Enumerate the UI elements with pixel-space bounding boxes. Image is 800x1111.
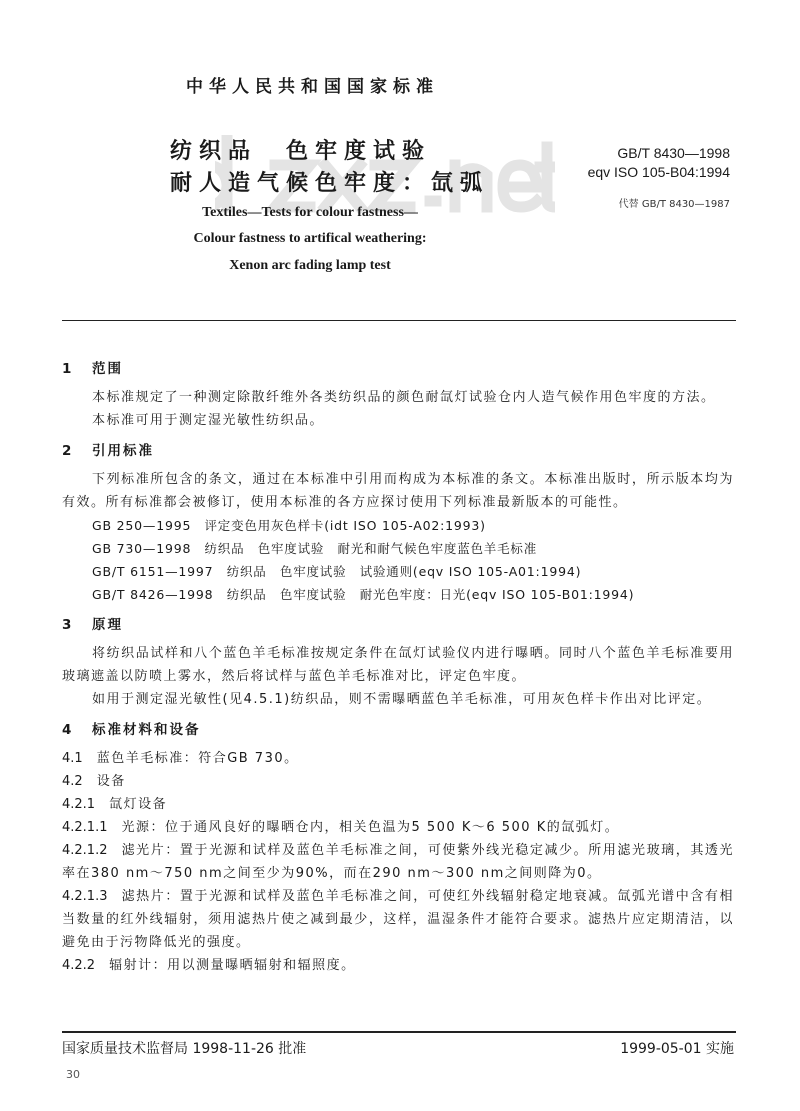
english-title-1: Textiles—Tests for colour fastness— <box>202 205 418 220</box>
reference-item: GB 730—1998 纺织品 色牢度试验 耐光和耐气候色牢度蓝色羊毛标准 <box>92 541 538 556</box>
reference-item: GB/T 8426—1998 纺织品 色牢度试验 耐光色牢度：日光(eqv ISO 105-B01:1994) <box>92 587 635 602</box>
equivalent-standard: eqv ISO 105-B04:1994 <box>587 164 730 180</box>
clause-text: 氙灯设备 <box>109 797 168 812</box>
section-number: 2 <box>62 443 74 459</box>
clause-number: 4.2 <box>62 774 83 789</box>
clause-4-2 <box>62 770 734 793</box>
section-title: 原理 <box>92 617 123 633</box>
clause-text: 滤光片：置于光源和试样及蓝色羊毛标准之间，可使紫外线光稳定减少。所用滤光玻璃，其透光率在380 nm～750 nm之间至少为90%，而在290 nm～300 nm之间则降为0。 <box>62 843 734 881</box>
national-standard-heading: 中华人民共和国国家标准 <box>186 77 439 97</box>
clause-4-2-1 <box>62 793 734 816</box>
reference-item: GB/T 6151—1997 纺织品 色牢度试验 试验通则(eqv ISO 105-A01:1994) <box>92 564 582 579</box>
clause-4-2-1-1 <box>62 816 734 839</box>
clause-text: 光源：位于通风良好的曝晒仓内，相关色温为5 500 K～6 500 K的氙弧灯。 <box>121 820 620 835</box>
clause-4-2-1-2 <box>62 839 734 885</box>
title-line-2: 耐人造气候色牢度：氙弧 <box>170 171 490 196</box>
english-title-2: Colour fastness to artifical weathering: <box>193 231 427 246</box>
replaces-standard: 代替 GB/T 8430—1987 <box>618 199 730 210</box>
paragraph: 下列标准所包含的条文，通过在本标准中引用而构成为本标准的条文。本标准出版时，所示版本均为有效。所有标准都会被修订，使用本标准的各方应探讨使用下列标准最新版本的可能性。 <box>62 472 734 510</box>
clause-4-1 <box>62 747 734 770</box>
clause-number: 4.2.2 <box>62 958 96 973</box>
section-number: 1 <box>62 361 74 377</box>
section-2-heading <box>62 440 734 462</box>
clause-number: 4.2.1.2 <box>62 843 108 858</box>
section-1-heading <box>62 358 734 380</box>
document-body <box>62 350 734 977</box>
page-number: 30 <box>66 1068 80 1081</box>
approval-info: 国家质量技术监督局 1998-11-26 批准 <box>62 1041 307 1057</box>
section-title: 范围 <box>92 361 123 377</box>
english-title-3: Xenon arc fading lamp test <box>229 258 391 273</box>
header-rule <box>62 320 736 321</box>
paragraph: 如用于测定湿光敏性(见4.5.1)纺织品，则不需曝晒蓝色羊毛标准，可用灰色样卡作出对比评定。 <box>92 692 712 707</box>
clause-text: 设备 <box>96 774 126 789</box>
clause-number: 4.2.1 <box>62 797 96 812</box>
reference-item: GB 250—1995 评定变色用灰色样卡(idt ISO 105-A02:1993) <box>92 518 486 533</box>
section-number: 3 <box>62 617 74 633</box>
paragraph: 本标准规定了一种测定除散纤维外各类纺织品的颜色耐氙灯试验仓内人造气候作用色牢度的方法。 <box>92 390 716 405</box>
section-title: 标准材料和设备 <box>92 722 201 738</box>
paragraph: 将纺织品试样和八个蓝色羊毛标准按规定条件在氙灯试验仪内进行曝晒。同时八个蓝色羊毛标准要用玻璃遮盖以防喷上雾水，然后将试样与蓝色羊毛标准对比，评定色牢度。 <box>62 646 734 684</box>
clause-text: 辐射计：用以测量曝晒辐射和辐照度。 <box>109 958 356 973</box>
section-number: 4 <box>62 722 74 738</box>
clause-4-2-2 <box>62 954 734 977</box>
clause-4-2-1-3 <box>62 885 734 954</box>
footer-rule <box>62 1031 736 1033</box>
section-4-heading <box>62 719 734 741</box>
standard-code: GB/T 8430—1998 <box>617 145 730 161</box>
clause-text: 蓝色羊毛标准：符合GB 730。 <box>96 751 299 766</box>
implementation-date: 1999-05-01 实施 <box>620 1041 734 1057</box>
paragraph: 本标准可用于测定湿光敏性纺织品。 <box>92 413 325 428</box>
clause-number: 4.2.1.3 <box>62 889 108 904</box>
section-title: 引用标准 <box>92 443 154 459</box>
section-3-heading <box>62 614 734 636</box>
clause-text: 滤热片：置于光源和试样及蓝色羊毛标准之间，可使红外线辐射稳定地衰减。氙弧光谱中含有相当数量的红外线辐射，须用滤热片使之减到最少，这样，温湿条件才能符合要求。滤热片应定期清洁，以避免由于污物降低光的强度。 <box>62 889 734 950</box>
clause-number: 4.1 <box>62 751 83 766</box>
title-line-1: 纺织品 色牢度试验 <box>170 139 432 164</box>
clause-number: 4.2.1.1 <box>62 820 108 835</box>
